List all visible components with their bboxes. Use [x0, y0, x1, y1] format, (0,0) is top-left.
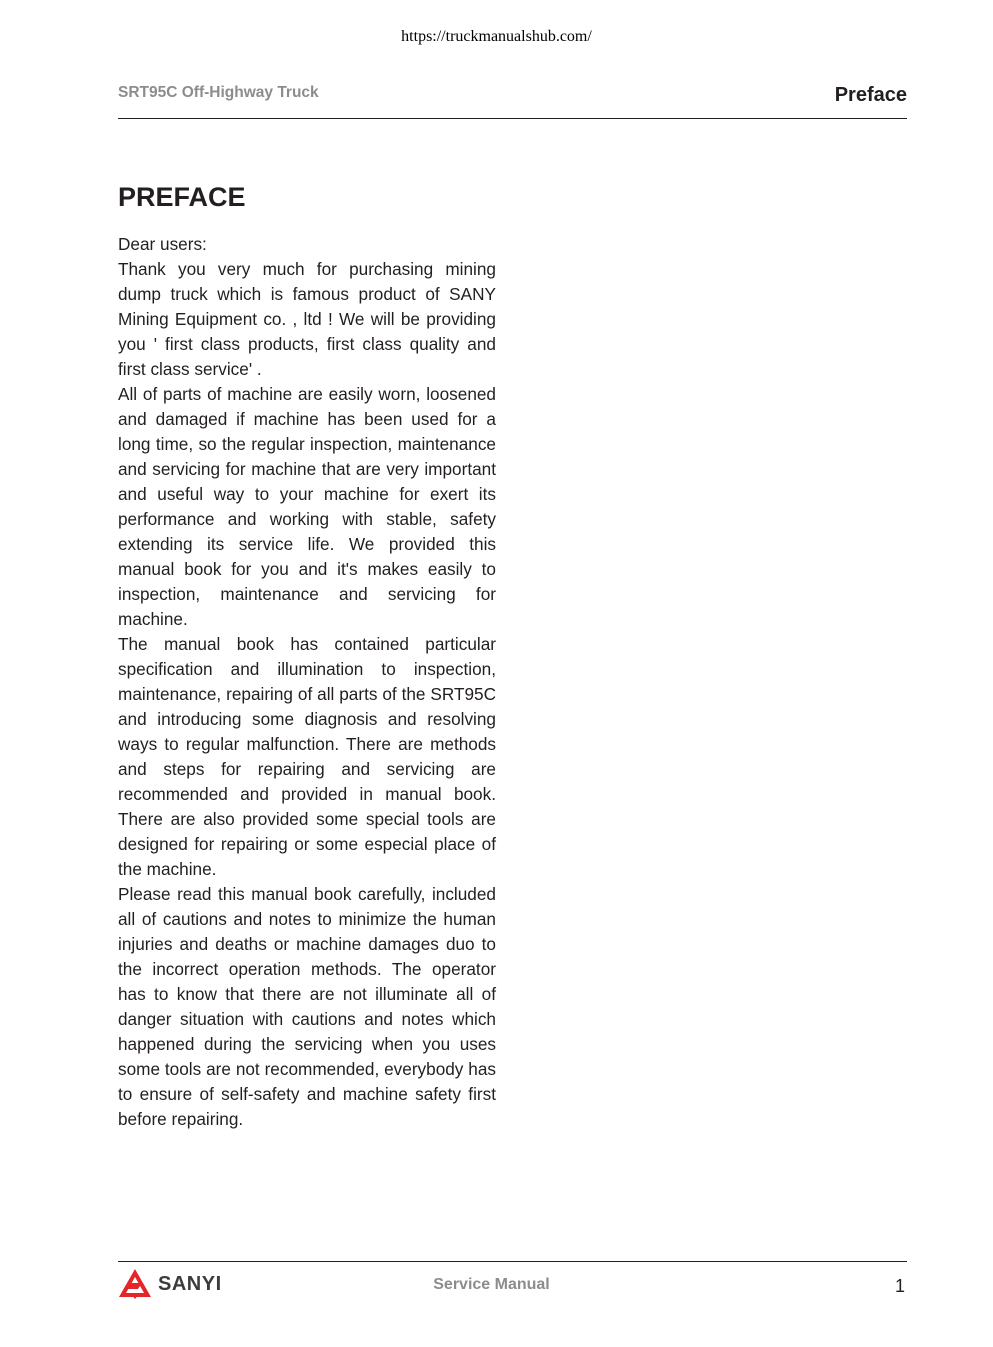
logo-wordmark: SANYI	[158, 1272, 222, 1295]
page-title: PREFACE	[118, 182, 246, 212]
section-title-header: Preface	[834, 84, 907, 106]
paragraph: Please read this manual book carefully, included all of cautions and notes to minimize the human injuries and deaths or machine damages duo to the incorrect operation methods. The operator has to know that there are not illuminate all of danger situation with cautions and notes which happened during the servicing when you uses some tools are not recommended, everybody has to ensure of self-safety and machine safety first before repairing.	[118, 884, 496, 1129]
footer-divider	[118, 1261, 907, 1262]
header-divider	[118, 118, 907, 119]
page-number: 1	[894, 1276, 905, 1296]
paragraph: All of parts of machine are easily worn, loosened and damaged if machine has been used for a long time, so the regular inspection, maintenance and servicing for machine that are very important and useful way to your machine for exert its performance and working with stable, safety extending its service life. We provided this manual book for you and it's makes easily to inspection, maintenance and servicing for machine.	[118, 384, 496, 629]
document-title-header: SRT95C Off-Highway Truck	[118, 84, 319, 101]
paragraph: The manual book has contained particular specification and illumination to inspection, maintenance, repairing of all parts of the SRT95C and introducing some diagnosis and resolving ways to regular malfunction. There are methods and steps for repairing and servicing are recommended and provided in manual book. There are also provided some special tools are designed for repairing or some especial place of the machine.	[118, 634, 496, 879]
source-url: https://truckmanualshub.com/	[401, 28, 592, 45]
paragraph: Thank you very much for purchasing mining dump truck which is famous product of SANY Mining Equipment co. , ltd ! We will be providing you ' first class products, first class quality and first class service' .	[118, 259, 496, 379]
salutation: Dear users:	[118, 234, 207, 254]
footer-label: Service Manual	[433, 1276, 550, 1293]
preface-body	[118, 232, 496, 1132]
